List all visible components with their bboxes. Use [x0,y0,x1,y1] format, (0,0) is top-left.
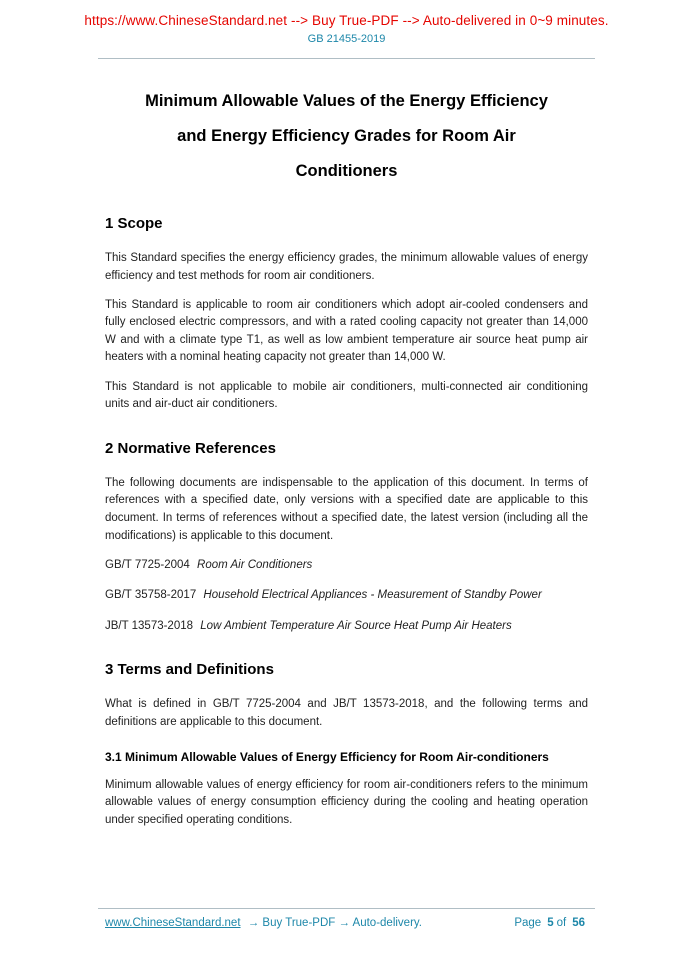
scope-paragraph-1: This Standard specifies the energy efficiency grades, the minimum allowable values of energy efficiency and test methods for room air conditioners. [105,252,588,282]
section-3-heading: 3 Terms and Definitions [105,661,274,679]
page-indicator [514,917,588,929]
reference-code: GB/T 7725-2004 [105,558,190,571]
page-number: 5 [547,917,554,929]
reference-title: Household Electrical Appliances - Measurement of Standby Power [203,589,542,602]
term-3-1-definition: Minimum allowable values of energy efficiency for room air-conditioners refers to the minimum allowable values of energy consumption efficiency during the cooling and heating operation under specified operating conditions. [105,778,588,826]
footer-tagline: → Buy True-PDF → Auto-delivery. [247,917,422,929]
reference-code: JB/T 13573-2018 [105,619,194,632]
scope-paragraph-3: This Standard is not applicable to mobile air conditioners, multi-connected air conditioning units and air-duct air conditioners. [105,380,588,411]
document-title [105,84,588,189]
promo-banner-link[interactable]: https://www.ChineseStandard.net --> Buy True-PDF --> Auto-delivered in 0~9 minutes. [84,13,609,28]
header-divider [98,58,595,59]
page-label: Page [514,917,542,929]
of-label: of [556,917,567,929]
title-line-3: Conditioners [295,162,398,180]
term-3-1-heading: 3.1 Minimum Allowable Values of Energy Efficiency for Room Air-conditioners [105,749,549,764]
footer-site-link[interactable]: www.ChineseStandard.net [105,917,241,929]
title-line-2: and Energy Efficiency Grades for Room Air [177,127,516,145]
reference-item [105,587,588,605]
document-body [105,70,588,841]
footer-divider [98,908,595,909]
reference-item [105,557,588,575]
section-2-heading: 2 Normative References [105,439,276,457]
reference-code: GB/T 35758-2017 [105,589,197,602]
reference-title: Low Ambient Temperature Air Source Heat Pump Air Heaters [200,619,512,632]
scope-paragraph-2: This Standard is applicable to room air conditioners which adopt air-cooled condensers and fully enclosed electric compressors, and with a rated cooling capacity not greater than 14,000 W and with a climate type T1, as well as low ambient temperature air source heat pump air heaters with a nominal heating capacity not greater than 14,000 W. [105,298,588,364]
title-line-1: Minimum Allowable Values of the Energy Efficiency [145,92,548,110]
reference-title: Room Air Conditioners [197,558,313,571]
page-footer [105,917,588,929]
section-1-heading: 1 Scope [105,215,163,232]
terms-intro-paragraph: What is defined in GB/T 7725-2004 and JB/T 13573-2018, and the following terms and definitions are applicable to this document. [105,698,588,728]
total-pages: 56 [572,917,585,929]
reference-item [105,618,588,636]
footer-left [105,917,422,929]
standard-code: GB 21455-2019 [307,33,386,45]
normative-intro-paragraph: The following documents are indispensable to the application of this document. In terms of references with a specified date, only versions with a specified date are applicable to this document. In terms of references without a specified date, the latest version (including all the modifications) is applicable to this document. [105,476,588,542]
